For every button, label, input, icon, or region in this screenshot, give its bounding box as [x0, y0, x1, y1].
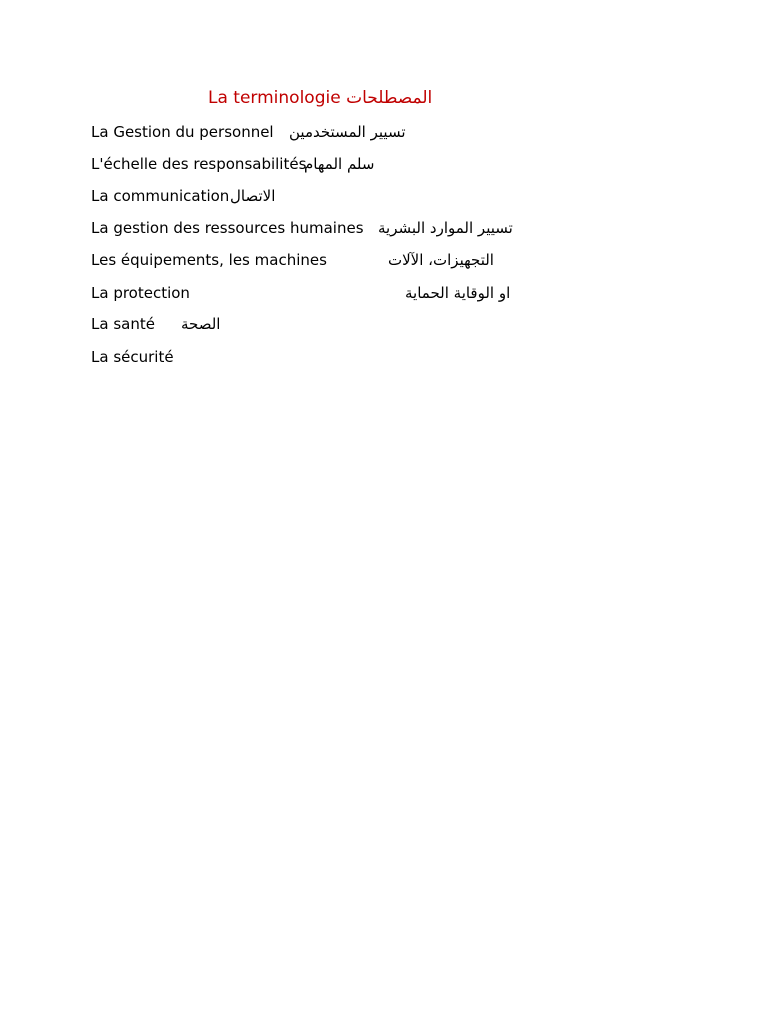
term-row-security — [91, 346, 211, 368]
term-row-equipment — [91, 249, 521, 271]
title-french: La terminologie — [208, 88, 341, 108]
term-row-human-resources — [91, 217, 541, 239]
term-arabic: الاتصال — [230, 187, 276, 205]
term-french: La gestion des ressources humaines — [91, 219, 364, 237]
term-row-communication — [91, 185, 291, 207]
term-row-health — [91, 313, 241, 335]
term-arabic: او الوقاية الحماية — [405, 284, 511, 302]
term-french: L'échelle des responsabilités — [91, 155, 307, 173]
term-arabic: الصحة — [181, 315, 221, 333]
term-french: Les équipements, les machines — [91, 251, 327, 269]
term-french: La Gestion du personnel — [91, 123, 274, 141]
term-row-responsibilities — [91, 153, 391, 175]
term-french: La sécurité — [91, 348, 174, 366]
term-arabic: تسيير المستخدمين — [289, 123, 406, 141]
title-arabic: المصطلحات — [346, 88, 433, 108]
term-french: La communication — [91, 187, 230, 205]
term-row-personnel — [91, 121, 431, 143]
term-row-protection — [91, 282, 536, 304]
term-arabic: التجهيزات، الآلات — [388, 251, 494, 269]
term-french: La protection — [91, 284, 190, 302]
term-arabic: تسيير الموارد البشرية — [378, 219, 513, 237]
term-arabic: سلم المهام — [304, 155, 375, 173]
document-title — [208, 86, 432, 110]
term-french: La santé — [91, 315, 155, 333]
